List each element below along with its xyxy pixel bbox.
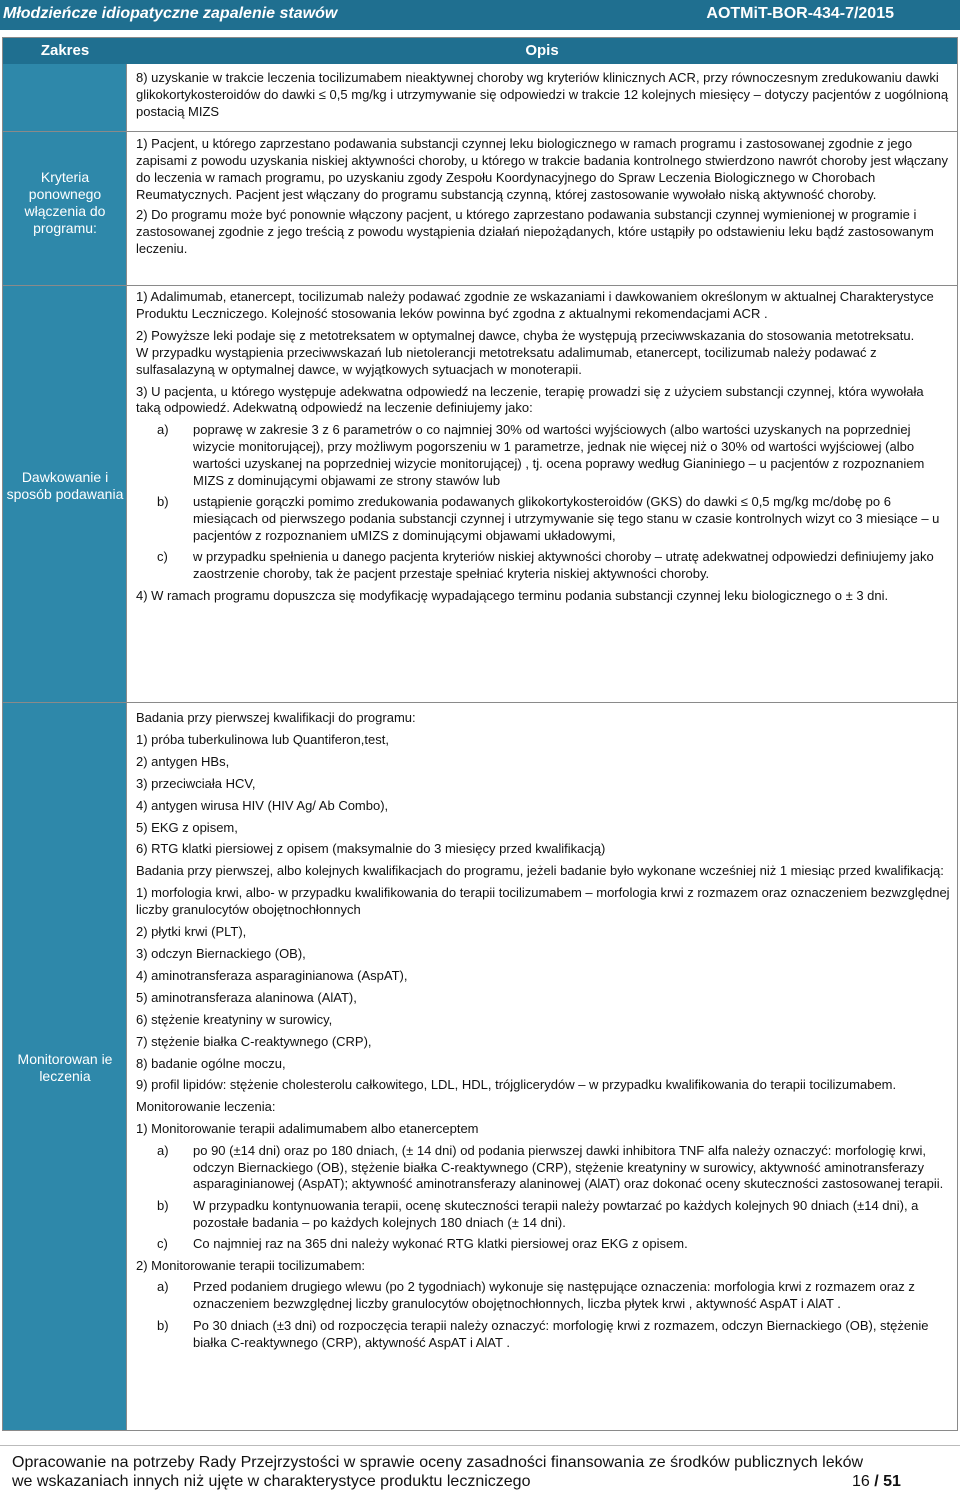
paragraph: 8) uzyskanie w trakcie leczenia tocilizumabem nieaktywnej choroby wg kryteriów klinicznych ACR, przy równoczesnym zredukowaniu dawki glikokortykosteroidów do dawki ≤ 0,5 mg/kg i utrzymywanie się odpowiedzi w trakcie 12 kolejnych miesięcy – dotyczy pacjentów z uogólnioną postacią MIZS [136, 70, 949, 119]
paragraph: 3) U pacjenta, u którego występuje adekwatna odpowiedź na leczenie, terapię prowadzi się z użyciem substancji czynnej, która wywołała taką odpowiedź. Adekwatną odpowiedź na leczenie definiujemy jako: [136, 383, 924, 416]
row-divider [3, 702, 957, 703]
footer-line: Opracowanie na potrzeby Rady Przejrzystości w sprawie oceny zasadności finansowania ze środków publicznych leków [12, 1454, 864, 1471]
program-table [2, 37, 958, 1431]
list-item: 5) aminotransferaza alaninowa (AlAT), [136, 989, 357, 1005]
document-title: Młodzieńcze idiopatyczne zapalenie stawów [3, 5, 338, 22]
paragraph: 2) Monitorowanie terapii tocilizumabem: [136, 1258, 366, 1274]
list-item: 9) profil lipidów: stężenie cholesterolu całkowitego, LDL, HDL, trójglicerydów – w przypadku kwalifikowania do terapii tocilizumabem. [136, 1077, 897, 1093]
paragraph: 2) Do programu może być ponownie włączony pacjent, u którego zaprzestano podawania substancji czynnej wymienionej w programie i zastosowanej zgodnie z jego treścią z powodu wystąpienia działań niepożądanych, które ustąpiły po odstawieniu leku bądź zastosowanym leczeniu. [136, 207, 934, 256]
page-number: 16 / 51 [852, 1473, 901, 1490]
section-readmission [136, 136, 950, 258]
list-item: 3) odczyn Biernackiego (OB), [136, 945, 306, 961]
column-header-scope: Zakres [3, 38, 127, 64]
list-item: 1) próba tuberkulinowa lub Quantiferon,test, [136, 731, 389, 747]
list-item: b) ustąpienie gorączki pomimo zredukowania podawanych glikokortykosteroidów (GKS) do dawki ≤ 0,5 mg/kg mc/dobę po 6 miesiącach od pierwszego podania substancji czynnej i utrzymywanie się tego stanu w czasie kontrolnych wizyt co 3 miesiące – u pacjentów z rozpoznaniem uMIZS z dominującymi objawami układowymi, [157, 493, 940, 543]
document-header [0, 0, 960, 30]
section-dosing [136, 289, 950, 605]
paragraph: 2) Powyższe leki podaje się z metotreksatem w optymalnej dawce, chyba że występują przeciwwskazania do stosowania metotreksatu. [136, 327, 915, 343]
list-item: 5) EKG z opisem, [136, 819, 238, 835]
list-item: 2) płytki krwi (PLT), [136, 924, 247, 940]
list-item: b) W przypadku kontynuowania terapii, ocenę skuteczności terapii należy powtarzać po każdych kolejnych 90 dniach (±14 dni), a pozostałe badania – po każdych kolejnych 180 dniach (± 14 dni). [157, 1197, 919, 1230]
document-footer [12, 1453, 901, 1491]
label-monitoring: Monitorowan ie leczenia [17, 1051, 113, 1084]
list-item: 6) RTG klatki piersiowej z opisem (maksymalnie do 3 miesięcy przed kwalifikacją) [136, 841, 606, 857]
list-item: a) Przed podaniem drugiego wlewu (po 2 tygodniach) wykonuje się następujące oznaczenia: morfologia krwi z rozmazem oraz z oznaczeniem bezwzględnej liczby granulocytów obojętnochłonnych, liczba płytek krwi , aktywność AspAT i AlAT . [157, 1279, 915, 1312]
paragraph: 1) Adalimumab, etanercept, tocilizumab należy podawać zgodnie ze wskazaniami i dawkowaniem określonym w aktualnej Charakterystyce Produktu Leczniczego. Kolejność stosowania leków powinna być zgodna z aktualnymi rekomendacjami ACR . [136, 289, 934, 321]
column-header-description: Opis [127, 38, 957, 64]
list-item: 4) antygen wirusa HIV (HIV Ag/ Ab Combo), [136, 797, 389, 813]
list-item: b) Po 30 dniach (±3 dni) od rozpoczęcia terapii należy oznaczyć: morfologię krwi z rozmazem, odczyn Biernackiego (OB), stężenie białka C-reaktywnego (CRP), aktywność AspAT i AlAT . [157, 1317, 929, 1350]
list-item: 3) przeciwciała HCV, [136, 775, 256, 791]
report-id: AOTMiT-BOR-434-7/2015 [706, 5, 894, 22]
paragraph: 4) W ramach programu dopuszcza się modyfikację wypadającego terminu podania substancji czynnej leku biologicznego o ± 3 dni. [136, 588, 889, 603]
list-item: 8) badanie ogólne moczu, [136, 1055, 286, 1071]
list-item: 2) antygen HBs, [136, 753, 230, 769]
paragraph: 1) Pacjent, u którego zaprzestano podawania substancji czynnej leku biologicznego w ramach programu i zastosowanej zgodnie z jego zapisami z powodu uzyskania niskiej aktywności choroby, u którego w trakcie badania kontrolnego stwierdzono nawrót choroby jest włączany do leczenia w ramach programu, po uzyskaniu zgody Zespołu Koordynacyjnego do Spraw Leczenia Biologicznego w Chorobach Reumatycznych. Pacjent jest włączany do programu substancją czynną, której zastosowanie wywołało niską aktywność choroby. [136, 136, 948, 202]
section-monitoring [136, 710, 950, 1352]
scope-column [3, 38, 127, 1430]
footer-divider [0, 1445, 960, 1446]
footer-line: we wskazaniach innych niż ujęte w charakterystyce produktu leczniczego [12, 1473, 531, 1490]
paragraph: 1) Monitorowanie terapii adalimumabem albo etanerceptem [136, 1121, 479, 1137]
row-divider [3, 285, 957, 286]
paragraph: Badania przy pierwszej kwalifikacji do programu: [136, 710, 416, 725]
list-item: 6) stężenie kreatyniny w surowicy, [136, 1011, 333, 1027]
paragraph: W przypadku wystąpienia przeciwwskazań lub nietolerancji metotreksatu adalimumab, etanercept, tocilizumab należy podawać z sulfasalazyną w optymalnej dawce, w wyjątkowych sytuacjach w monoterapii. [136, 344, 877, 377]
list-item: 1) morfologia krwi, albo- w przypadku kwalifikowania do terapii tocilizumabem – morfologia krwi z rozmazem oraz oznaczeniem bezwzględnej liczby granulocytów obojętnochłonnych [136, 885, 950, 918]
paragraph: Badania przy pierwszej, albo kolejnych kwalifikacjach do programu, jeżeli badanie było wykonane wcześniej niż 1 miesiąc przed kwalifikacją: [136, 863, 944, 879]
label-readmission-criteria: Kryteria ponownego włączenia do programu: [24, 169, 106, 236]
list-item: 4) aminotransferaza asparaginianowa (AspAT), [136, 967, 408, 983]
list-item: c) Co najmniej raz na 365 dni należy wykonać RTG klatki piersiowej oraz EKG z opisem. [157, 1236, 688, 1252]
section-criteria-end [136, 70, 950, 121]
paragraph: Monitorowanie leczenia: [136, 1099, 276, 1115]
label-dosing: Dawkowanie i sposób podawania [6, 469, 124, 502]
list-item: 7) stężenie białka C-reaktywnego (CRP), [136, 1033, 372, 1049]
list-item: a) po 90 (±14 dni) oraz po 180 dniach, (± 14 dni) od podania pierwszej dawki inhibitora TNF alfa należy oznaczyć: morfologię krwi, odczyn Biernackiego (OB), stężenie białka C-reaktywnego (CRP), stężenie kreatyniny w surowicy, aktywność aminotransferazy asparaginianowej (AspAT); aktywność aminotransferazy alaninowej (AlAT) oraz dokonać oceny skuteczności zastosowanej terapii. [157, 1142, 944, 1192]
list-item: a) poprawę w zakresie 3 z 6 parametrów o co najmniej 30% od wartości wyjściowych (albo wartości uzyskanych na poprzedniej wizycie monitorującej), przy możliwym pogorszeniu w 1 parametrze, jednak nie więcej niż o 30% od wartości wyjściowej (albo wartości uzyskanej na poprzedniej wizycie monitorującej) , tj. ocena poprawy według Gianiniego – u pacjentów z rozpoznaniem MIZS z dominującymi objawami ze strony stawów lub [157, 421, 925, 488]
list-item: c) w przypadku spełnienia u danego pacjenta kryteriów niskiej aktywności choroby – utratę adekwatnej odpowiedzi definiujemy jako zaostrzenie choroby, tak że pacjent przestaje spełniać kryteria niskiej aktywności choroby. [157, 549, 934, 582]
row-divider [3, 131, 957, 132]
